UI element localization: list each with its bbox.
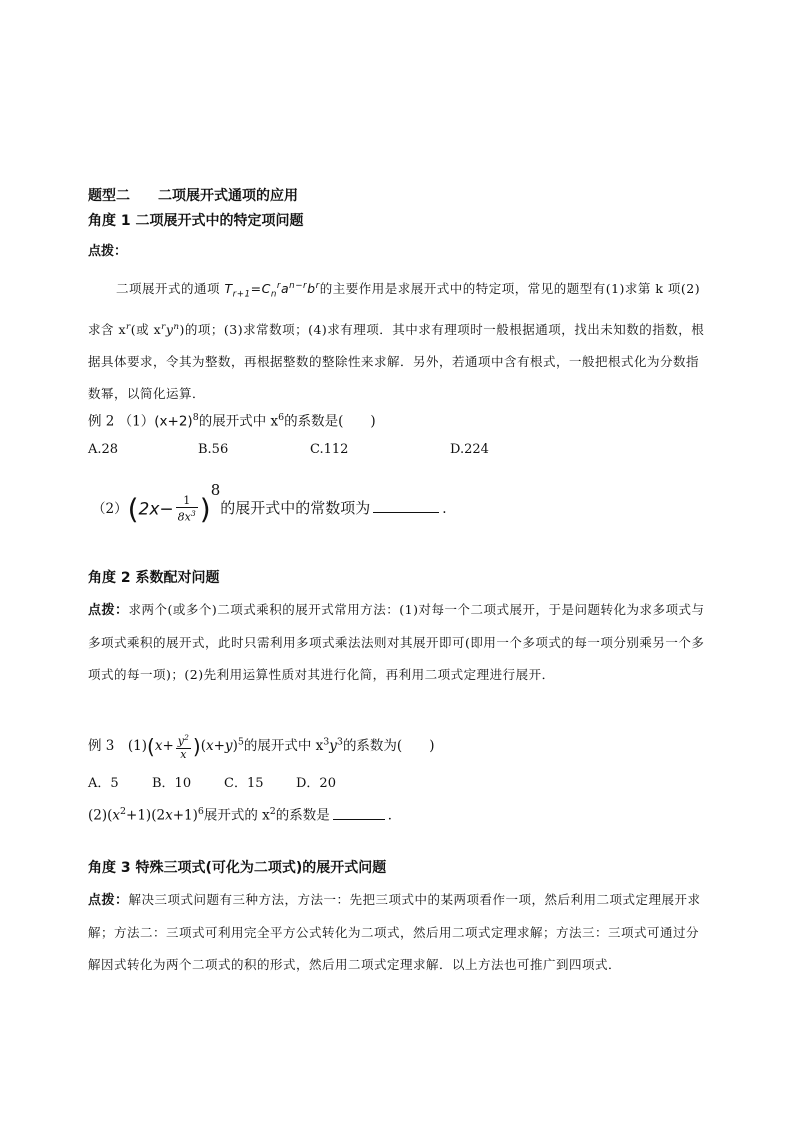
- tip-rest-a: 求含 x: [88, 321, 127, 337]
- tip-rest-b: (或 x: [130, 321, 162, 337]
- fraction-y2-over-x: $\frac{y^2}{x}$: [177, 733, 189, 761]
- part2-end: .: [442, 501, 447, 517]
- angle2-heading: 角度 2 系数配对问题: [88, 570, 220, 586]
- angle1-tip-label: 点拨：: [88, 244, 128, 259]
- section-title: 题型二 二项展开式通项的应用: [88, 188, 298, 204]
- example3-label: 例 3 (1): [88, 737, 148, 754]
- example2-question: 例 2 $(1)(x+2)^8$的展开式中 $x^6$的系数是( ): [88, 412, 376, 430]
- example2-label: 例 2 （1）: [88, 413, 155, 430]
- angle1-tip-paragraph: 二项展开式的通项 $T_{r+1}=C_n^ra^{n-r}b^r$的主要作用是求展开式中的特定项，常见的题型有(1)求第 k 项(2)求含 $x^r$(或 $x^ry^n$)的项；(3)求常数项；(4)求有理项．其中求有理项时一般根据通项，找出未知数的指数，根据具体要求，令其为整数，再根据整数的整除性来求解．另外，若通项中含有根式，一般把根式化为分数指数幂，以简化运算．: [88, 281, 705, 401]
- example2-option-b[interactable]: B.56: [198, 442, 229, 457]
- example3-option-a[interactable]: A．5: [88, 776, 119, 791]
- answer-blank-2[interactable]: [333, 819, 385, 820]
- example3-option-b[interactable]: B．10: [152, 776, 192, 791]
- example3-part2-dot: ．: [387, 807, 402, 824]
- tip-intro: 二项展开式的通项: [116, 281, 225, 297]
- fraction-1-over-8x3: $\frac{1}{8x^3}$: [177, 494, 196, 524]
- example2-option-d[interactable]: D.224: [450, 442, 489, 457]
- general-term-formula: $T_{r+1}=C_n^ra^{n-r}b^r$: [224, 281, 320, 300]
- angle2-tip-label: 点拨：: [88, 603, 129, 618]
- part2-label: （2）: [92, 501, 128, 517]
- example3-question: 例 3 (1)(x+ $\frac{y^2}{x}$ )$(x+y)^5$的展开式中 $x^3y^3$的系数为( ): [88, 733, 435, 761]
- example2-part2: （2）(2x− $\frac{1}{8x^3}$ )$^8$的展开式中的常数项为 .: [92, 481, 447, 526]
- angle3-tip-paragraph: [88, 884, 708, 981]
- example3-end: 的系数为( ): [342, 737, 435, 754]
- example2-expr: (x+2): [154, 413, 193, 430]
- tip-continuation: 的主要作用是求展开式中的特定项，常见的题型有(1)求第 k 项(2): [319, 281, 701, 297]
- example3-option-d[interactable]: D．20: [296, 776, 336, 791]
- example2-option-a[interactable]: A.28: [88, 442, 119, 457]
- example3-option-c[interactable]: C．15: [224, 776, 264, 791]
- example3-part2-text: 展开式的 x: [203, 807, 270, 824]
- tip-rest-c: )的项；(3)求常数项；(4)求有理项．其中求有理项时一般根据通项，找出未知数的指数，根据具体要求，令其为整数，再根据整数的整除性来求解．另外，若通项中含有根式，一般把根式化为分数指数幂，以简化运算．: [88, 321, 705, 401]
- example2-text: 的展开式中 x: [198, 413, 279, 430]
- left-paren-icon: (: [127, 492, 139, 526]
- angle3-heading: 角度 3 特殊三项式(可化为二项式)的展开式问题: [88, 860, 387, 876]
- example3-text: 的展开式中 x: [243, 737, 324, 754]
- angle3-tip-label: 点拨：: [88, 893, 129, 908]
- right-paren-icon: ): [199, 492, 211, 526]
- angle1-heading: 角度 1 二项展开式中的特定项问题: [88, 213, 304, 229]
- angle3-tip-text: 解决三项式问题有三种方法，方法一：先把三项式中的某两项看作一项，然后利用二项式定理展开求解；方法二：三项式可利用完全平方公式转化为二项式，然后用二项式定理求解；方法三：三项式可通过分解因式转化为两个二项式的积的形式，然后用二项式定理求解．以上方法也可推广到四项式．: [88, 892, 701, 972]
- part2-text: 的展开式中的常数项为: [220, 499, 371, 517]
- angle2-tip-paragraph: [88, 594, 708, 691]
- answer-blank-1[interactable]: [373, 512, 439, 513]
- angle2-tip-text: 求两个(或多个)二项式乘积的展开式常用方法：(1)对每一个二项式展开，于是问题转化为求多项式与多项式乘积的展开式，此时只需利用多项式乘法法则对其展开即可(即用一个多项式的每一项分别乘另一个多项式的每一项)；(2)先利用运算性质对其进行化简，再利用二项式定理进行展开．: [88, 602, 705, 682]
- example2-option-c[interactable]: C.112: [310, 442, 349, 457]
- example2-end: 的系数是( ): [284, 413, 376, 430]
- example3-part2: $(2)(x^2+1)(2x+1)^6$展开式的 $x^2$的系数是 ．: [88, 806, 402, 824]
- example3-part2-end: 的系数是: [275, 807, 330, 824]
